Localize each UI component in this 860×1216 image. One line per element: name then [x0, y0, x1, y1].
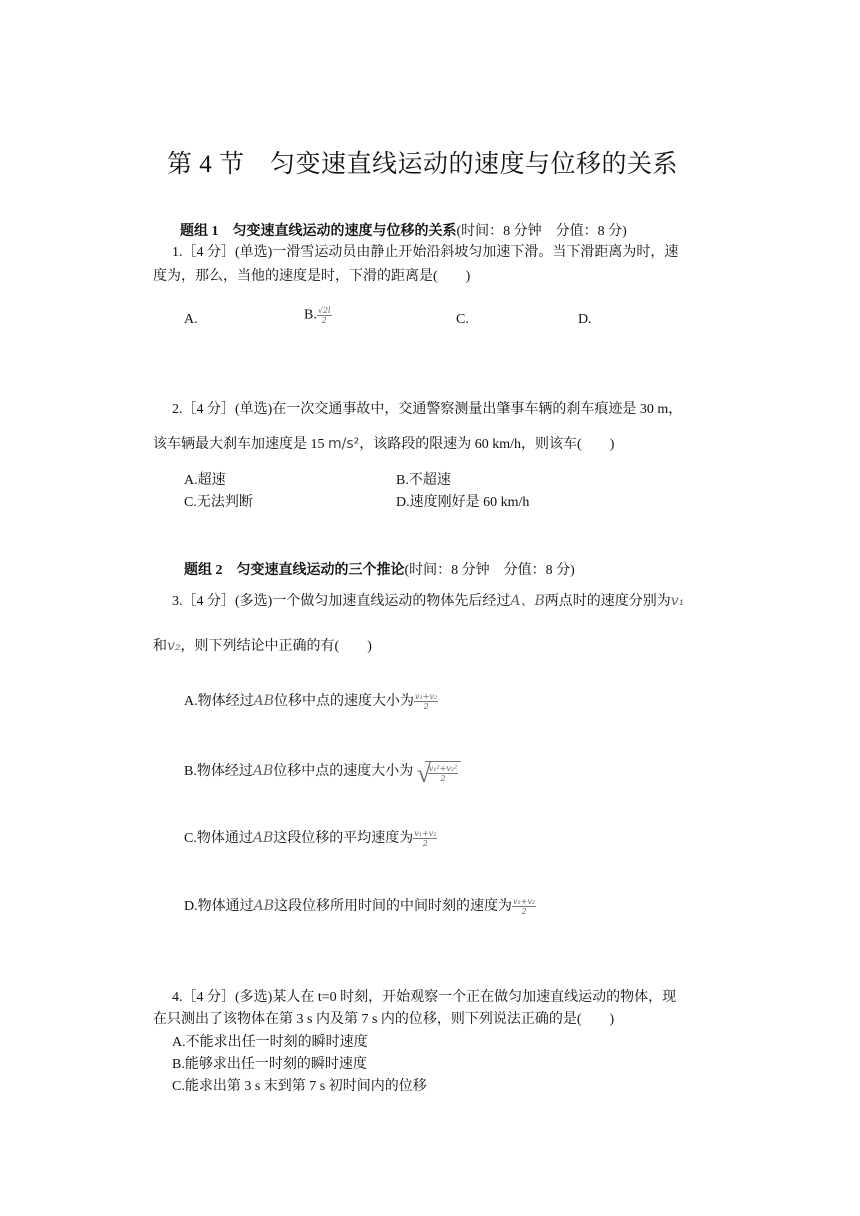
- q3-line1-start: 3.［4 分］(多选)一个做匀加速直线运动的物体先后经过: [172, 594, 511, 609]
- q1-option-d: D.: [578, 312, 592, 327]
- q3-line2: [153, 634, 372, 659]
- ab-symbol: AB: [252, 830, 274, 846]
- page-title: 第 4 节 匀变速直线运动的速度与位移的关系: [167, 151, 679, 178]
- q3-option-a: [184, 690, 438, 711]
- q1-option-a: A.: [184, 312, 198, 327]
- q1-line1: 1.［4 分］(单选)一滑雪运动员由静止开始沿斜坡匀加速下滑。当下滑距离为时，速: [172, 245, 679, 260]
- group2-title: 题组 2 匀变速直线运动的三个推论: [184, 563, 405, 578]
- q3-option-b: [184, 758, 461, 788]
- q3-option-d-pre: D.物体通过: [184, 899, 254, 914]
- sqrt-expression: [416, 758, 462, 788]
- fraction-numerator: v₁+v₂: [415, 692, 438, 702]
- fraction-denominator: 2: [440, 773, 446, 783]
- fraction-denominator: 2: [521, 907, 527, 917]
- q3-option-d: [184, 895, 536, 916]
- radical-sign: √: [416, 758, 432, 788]
- ab-symbol: AB: [252, 763, 274, 779]
- q4-line1: 4.［4 分］(多选)某人在 t=0 时刻，开始观察一个正在做匀加速直线运动的物体，现: [172, 990, 677, 1005]
- q3-option-b-fraction: [428, 764, 459, 783]
- v2-symbol: v₂: [167, 638, 181, 654]
- q3-option-a-post: 位移中点的速度大小为: [274, 694, 415, 709]
- v1-symbol: v₁: [670, 593, 685, 609]
- group1-title: 题组 1 匀变速直线运动的速度与位移的关系: [180, 224, 457, 239]
- group1-meta: (时间：8 分钟 分值：8 分): [456, 224, 627, 239]
- group2-heading: [184, 559, 575, 579]
- q3-line1: [172, 589, 684, 614]
- q3-option-a-pre: A.物体经过: [184, 694, 254, 709]
- q1-option-b-label: B.: [304, 307, 317, 323]
- q3-option-c-post: 这段位移的平均速度为: [273, 831, 414, 846]
- q2-option-b: B.不超速: [396, 473, 451, 488]
- q2-option-c: C.无法判断: [184, 495, 253, 510]
- ab-symbol: AB: [253, 693, 275, 709]
- q2-line1: 2.［4 分］(单选)在一次交通事故中，交通警察测量出肇事车辆的刹车痕迹是 30 m，: [172, 402, 683, 417]
- acceleration-unit: m/s²: [328, 436, 360, 452]
- fraction-denominator: 2: [423, 702, 429, 712]
- fraction-numerator: v₁+v₂: [513, 897, 536, 907]
- fraction-denominator: 2: [422, 839, 428, 849]
- group2-meta: (时间：8 分钟 分值：8 分): [404, 563, 575, 578]
- fraction-numerator: v₁²+v₂²: [428, 763, 458, 773]
- q3-line1-mid: 两点时的速度分别为: [544, 594, 671, 609]
- fraction-numerator: v₁+v₂: [414, 829, 437, 839]
- points-ab: A、B: [510, 593, 545, 609]
- q4-line2: 在只测出了该物体在第 3 s 内及第 7 s 内的位移，则下列说法正确的是( ): [153, 1012, 615, 1027]
- q3-option-b-post: 位移中点的速度大小为: [273, 764, 414, 779]
- q4-option-c: C.能求出第 3 s 末到第 7 s 初时间内的位移: [172, 1079, 427, 1094]
- q2-option-a: A.超速: [184, 473, 226, 488]
- q4-option-b: B.能够求出任一时刻的瞬时速度: [172, 1057, 367, 1072]
- q2-line2: [153, 432, 614, 457]
- fraction-numerator: √2l: [317, 306, 331, 315]
- q2-line2-end: ，该路段的限速为 60 km/h，则该车( ): [359, 437, 615, 452]
- fraction-denominator: 2: [321, 316, 327, 325]
- q3-option-c-pre: C.物体通过: [184, 831, 253, 846]
- q1-option-c: C.: [456, 312, 469, 327]
- group1-heading: [180, 220, 627, 240]
- q1-option-b-fraction: [317, 306, 332, 325]
- q1-option-b: [304, 306, 332, 325]
- ab-symbol: AB: [253, 898, 275, 914]
- q3-option-b-pre: B.物体经过: [184, 764, 253, 779]
- q3-option-d-post: 这段位移所用时间的中间时刻的速度为: [274, 899, 513, 914]
- q2-option-d: D.速度刚好是 60 km/h: [396, 495, 530, 510]
- q3-line2-end: ，则下列结论中正确的有( ): [180, 639, 372, 654]
- q3-line2-start: 和: [153, 639, 167, 654]
- q3-option-d-fraction: [512, 897, 536, 916]
- q2-line2-start: 该车辆最大刹车加速度是 15: [153, 437, 325, 452]
- q3-option-c: [184, 827, 437, 848]
- q4-option-a: A.不能求出任一时刻的瞬时速度: [172, 1035, 368, 1050]
- q1-line2: 度为，那么，当他的速度是时，下滑的距离是( ): [153, 269, 471, 284]
- q3-option-c-fraction: [413, 829, 437, 848]
- q3-option-a-fraction: [414, 692, 438, 711]
